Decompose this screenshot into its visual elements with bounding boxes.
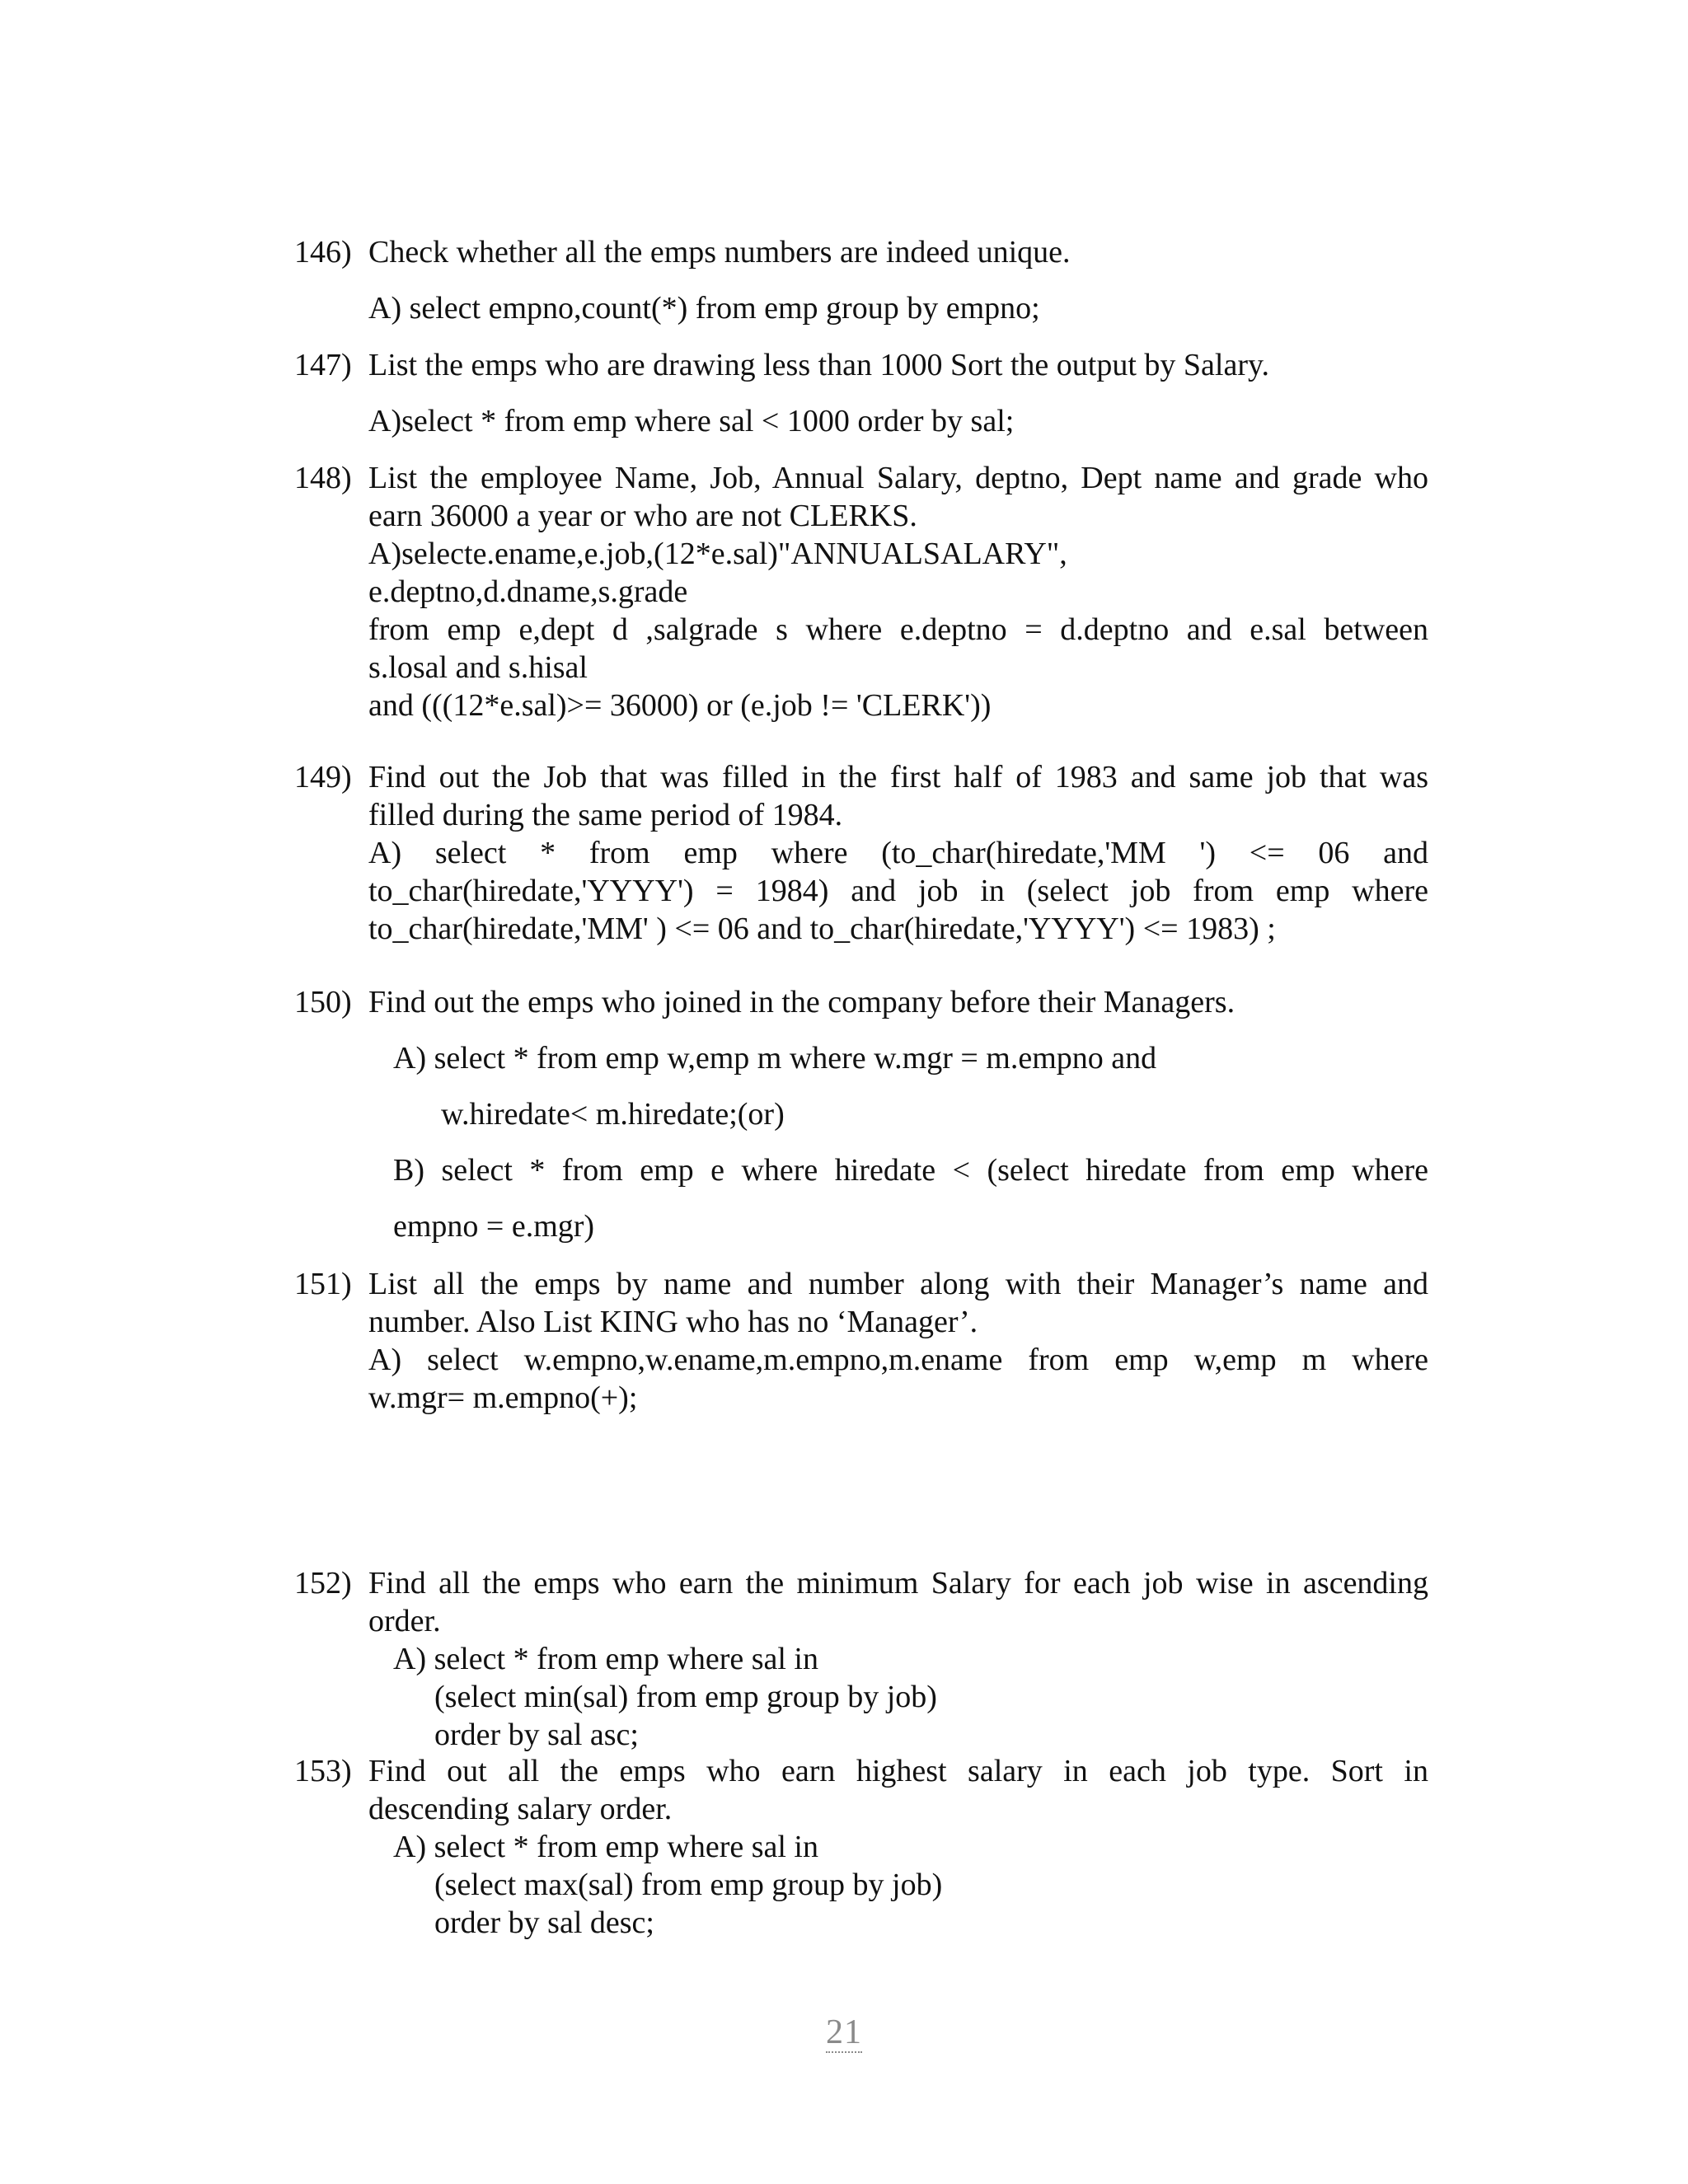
question-number: 151) xyxy=(294,1267,352,1301)
question-text: Check whether all the emps numbers are indeed unique. xyxy=(368,235,1071,269)
question-151 xyxy=(294,1265,1428,1417)
answer-line: A) select * from emp where sal in xyxy=(393,1830,818,1864)
answer-a-line: w.hiredate< m.hiredate;(or) xyxy=(441,1097,785,1132)
question-text: order. xyxy=(368,1604,441,1638)
answer-line: A) select * from emp where (to_char(hiredate,'MM ') <= 06 and xyxy=(368,836,1428,870)
question-number: 148) xyxy=(294,461,352,495)
answer-line: from emp e,dept d ,salgrade s where e.deptno = d.deptno and e.sal between xyxy=(368,612,1428,647)
question-number: 153) xyxy=(294,1754,352,1788)
answer-line: A)selecte.ename,e.job,(12*e.sal)"ANNUALSALARY", xyxy=(368,537,1067,571)
question-text: Find out the emps who joined in the company before their Managers. xyxy=(368,985,1236,1019)
question-text: descending salary order. xyxy=(368,1792,673,1826)
answer-a-line: A) select * from emp w,emp m where w.mgr = m.empno and xyxy=(393,1041,1157,1076)
question-text: List all the emps by name and number along with their Manager’s name and xyxy=(368,1267,1428,1301)
answer-b-line: empno = e.mgr) xyxy=(393,1209,595,1244)
answer-line: A) select w.empno,w.ename,m.empno,m.ename from emp w,emp m where xyxy=(368,1343,1428,1377)
page-number-text: 21 xyxy=(826,2013,862,2051)
question-text: filled during the same period of 1984. xyxy=(368,798,843,832)
answer-line: A) select empno,count(*) from emp group by empno; xyxy=(368,291,1040,326)
question-text: earn 36000 a year or who are not CLERKS. xyxy=(368,499,917,533)
question-text: List the emps who are drawing less than 1000 Sort the output by Salary. xyxy=(368,348,1270,382)
question-number: 147) xyxy=(294,348,352,382)
answer-line: to_char(hiredate,'MM' ) <= 06 and to_char(hiredate,'YYYY') <= 1983) ; xyxy=(368,912,1276,946)
question-number: 152) xyxy=(294,1566,352,1601)
question-number: 150) xyxy=(294,985,352,1019)
answer-line: A) select * from emp where sal in xyxy=(393,1642,818,1676)
answer-b-line: B) select * from emp e where hiredate < (select hiredate from emp where xyxy=(393,1153,1428,1188)
question-text: number. Also List KING who has no ‘Manager’. xyxy=(368,1305,978,1339)
answer-line: to_char(hiredate,'YYYY') = 1984) and job in (select job from emp where xyxy=(368,874,1428,908)
question-text: Find out the Job that was filled in the first half of 1983 and same job that was xyxy=(368,760,1428,794)
question-text: List the employee Name, Job, Annual Salary, deptno, Dept name and grade who xyxy=(368,461,1428,495)
question-text: Find out all the emps who earn highest salary in each job type. Sort in xyxy=(368,1754,1428,1788)
answer-line: (select min(sal) from emp group by job) xyxy=(434,1680,937,1714)
answer-line: and (((12*e.sal)>= 36000) or (e.job != 'CLERK')) xyxy=(368,688,992,723)
question-153 xyxy=(294,1752,1428,1942)
page-number xyxy=(0,2013,1688,2051)
answer-line: (select max(sal) from emp group by job) xyxy=(434,1868,943,1902)
question-number: 146) xyxy=(294,235,352,269)
question-152 xyxy=(294,1564,1428,1754)
answer-line: order by sal desc; xyxy=(434,1905,654,1940)
question-148 xyxy=(294,459,1428,724)
question-146 xyxy=(294,233,1428,327)
question-149 xyxy=(294,758,1428,948)
answer-line: s.losal and s.hisal xyxy=(368,650,588,685)
answer-line: e.deptno,d.dname,s.grade xyxy=(368,574,688,609)
answer-line: order by sal asc; xyxy=(434,1718,639,1752)
answer-line: w.mgr= m.empno(+); xyxy=(368,1380,638,1415)
question-text: Find all the emps who earn the minimum Salary for each job wise in ascending xyxy=(368,1566,1428,1601)
question-147 xyxy=(294,346,1428,440)
question-150 xyxy=(294,983,1428,1245)
answer-line: A)select * from emp where sal < 1000 order by sal; xyxy=(368,404,1015,438)
question-number: 149) xyxy=(294,760,352,794)
